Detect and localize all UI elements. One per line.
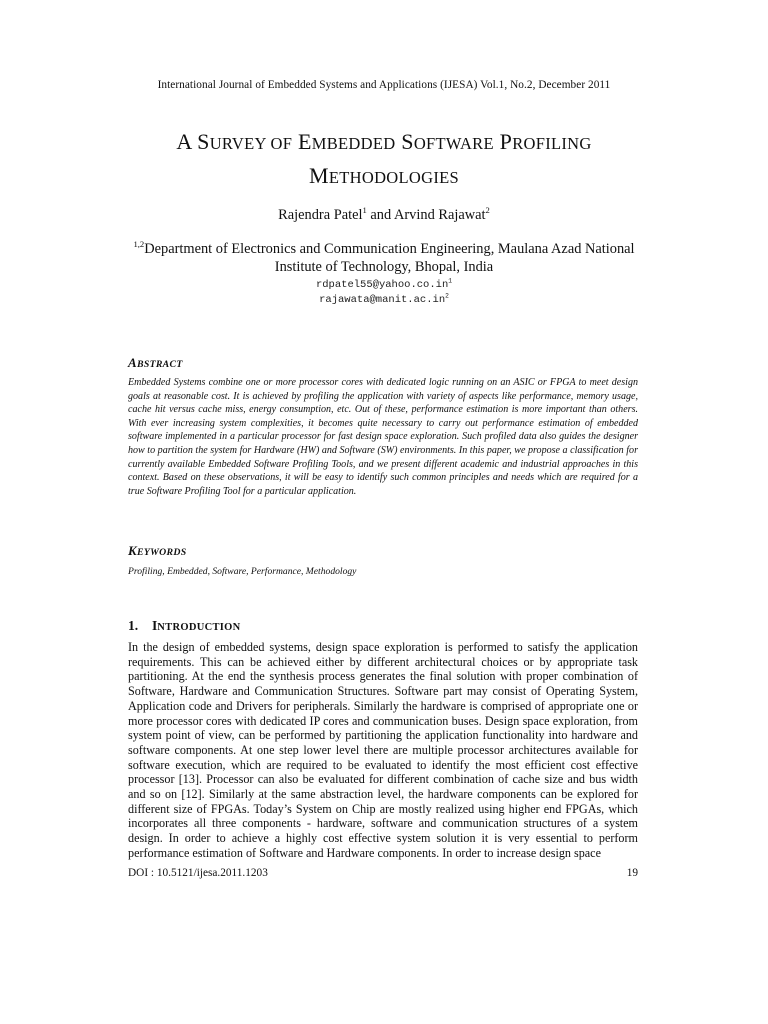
heading-cap: K	[128, 543, 137, 558]
keywords-text: Profiling, Embedded, Software, Performance, Methodology	[128, 566, 357, 577]
heading-cap: I	[152, 618, 158, 633]
title-word-rest: URVEY OF	[209, 134, 293, 153]
author-email	[0, 294, 768, 306]
title-word-rest: ETHODOLOGIES	[328, 168, 459, 187]
author-list	[0, 207, 768, 224]
page-number: 19	[626, 867, 638, 879]
affiliation-superscript: 1,2	[133, 239, 145, 250]
title-word-rest: ROFILING	[512, 134, 592, 153]
author-name: Rajendra Patel	[278, 207, 363, 223]
affiliation-line-2: Institute of Technology, Bhopal, India	[274, 259, 494, 275]
author-superscript: 2	[485, 205, 490, 216]
heading-rest: NTRODUCTION	[157, 622, 241, 633]
affiliation	[90, 240, 678, 276]
heading-rest: BSTRACT	[136, 359, 183, 370]
paper-title	[80, 126, 688, 194]
title-word-cap: S	[197, 129, 210, 154]
email-address[interactable]: rajawata@manit.ac.in	[319, 294, 446, 306]
title-word-cap: E	[298, 129, 312, 154]
title-word-rest: OFTWARE	[413, 134, 494, 153]
abstract-text: Embedded Systems combine one or more processor cores with dedicated logic running on an ASIC or FPGA to meet design goals at reasonable cost. It is achieved by profiling the application with variety of aspects like performance, memory usage, cache hit versus cache miss, energy consumption, etc. Out of these, performance estimation is more important than others. With ever increasing system complexities, it becomes quite necessary to carry out performance estimation of embedded software implemented in a particular processor for fast design space exploration. Such profiled data also guides the designer how to partition the system for Hardware (HW) and Software (SW) environments. In this paper, we propose a classification for currently available Embedded Software Profiling Tools, and we present different academic and industrial approaches in this context. Based on these observations, it will be easy to identify such common principles and needs which are required for a true Software Profiling Tool for a particular application.	[128, 377, 638, 497]
title-line-1	[80, 126, 688, 160]
running-head: International Journal of Embedded Systems and Applications (IJESA) Vol.1, No.2, December 2011	[157, 79, 611, 91]
author-email	[0, 279, 768, 291]
keywords-heading	[128, 543, 186, 559]
title-word-cap: S	[401, 129, 414, 154]
footer-doi: DOI : 10.5121/ijesa.2011.1203	[128, 867, 268, 879]
author-superscript: 1	[362, 205, 367, 216]
heading-rest: EYWORDS	[136, 547, 187, 558]
introduction-text: In the design of embedded systems, design space exploration is performed to satisfy the application requirements. This can be achieved either by different architectural choices or by appropriate task partitioning. At the end the synthesis process generates the final solution with proper combination of Software, Hardware and Communication Structures. Software part may consist of Operating System, Application code and Drivers for peripherals. Similarly the hardware is comprised of appropriate one or more processor cores with dedicated IP cores and communication buses. Design space exploration, from system point of view, can be performed by partitioning the application functionality into hardware and software components. At one step lower level there are multiple processor architectures available for software execution, which are required to be evaluated to identify the most efficient cost effective processor [13]. Processor can also be evaluated for different combination of cache size and bus width and so on [12]. Similarly at the same abstraction level, the hardware components can be explored for different size of FPGAs. Today’s System on Chip are mostly realized using higher end FPGAs, which incorporates all three components - hardware, software and communication structures of a system design. In order to achieve a highly cost effective system solution it is very essential to perform performance estimation of Software and Hardware components. In order to increase design space	[128, 640, 638, 860]
author-name: Arvind Rajawat	[394, 207, 486, 223]
email-superscript: 2	[445, 292, 449, 300]
title-word-cap: P	[499, 129, 513, 154]
introduction-heading	[128, 618, 241, 634]
title-word-rest: MBEDDED	[311, 134, 396, 153]
email-superscript: 1	[448, 277, 453, 285]
abstract-heading	[128, 355, 183, 371]
email-address[interactable]: rdpatel55@yahoo.co.in	[315, 279, 449, 291]
section-number: 1.	[128, 618, 139, 633]
title-word: A	[176, 129, 192, 154]
author-conjunction: and	[366, 207, 394, 223]
title-line-2	[80, 160, 688, 194]
title-word-cap: M	[309, 163, 329, 188]
heading-cap: A	[128, 355, 137, 370]
affiliation-line-1: Department of Electronics and Communication Engineering, Maulana Azad National	[144, 241, 635, 257]
